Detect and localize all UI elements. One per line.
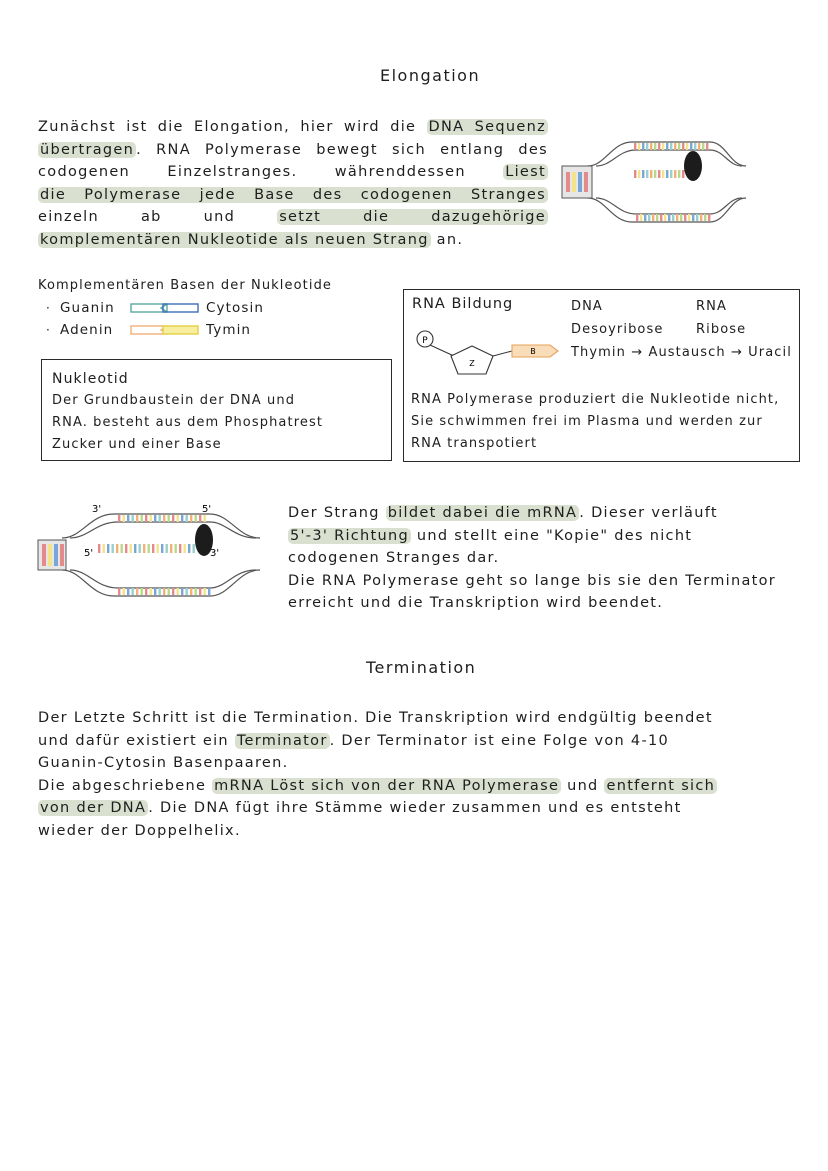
row-sugar-rna: Ribose <box>696 322 747 337</box>
col-dna-header: DNA <box>571 299 603 314</box>
base-tick <box>127 515 129 522</box>
nukleotid-title: Nukleotid <box>52 371 129 387</box>
coding-strand-bases <box>118 588 210 595</box>
base-tick <box>136 588 138 595</box>
col-rna-header: RNA <box>696 299 727 314</box>
base-tick <box>682 170 684 178</box>
termination-text: . Die DNA fügt ihre Stämme wieder zusammen und es entsteht <box>148 800 682 817</box>
base-tick <box>634 170 636 178</box>
row-base-exchange: Thymin → Austausch → Uracil <box>571 345 792 360</box>
base-tick <box>640 214 642 221</box>
rna-bildung-box <box>403 289 800 462</box>
termination-highlight: Terminator <box>236 732 328 749</box>
base-tick <box>188 544 190 553</box>
base-tick <box>678 143 680 150</box>
strang-text: und stellt eine "Kopie" des nicht <box>411 527 693 544</box>
base-tick <box>159 515 161 522</box>
termination-line <box>38 730 798 753</box>
base-tick <box>107 544 109 553</box>
legend-right-label: Tymin <box>206 322 252 338</box>
transcription-bubble-diagram-2 <box>34 500 274 608</box>
base-tick <box>674 143 676 150</box>
legend-right-label: Cytosin <box>206 300 265 316</box>
intro-text: codogenen Einzelstranges. währenddessen <box>38 164 504 181</box>
base-tick <box>98 544 100 553</box>
base-tick <box>118 588 120 595</box>
base-tick <box>674 170 676 178</box>
label-5-prime-mrna: 5' <box>84 548 94 559</box>
base-tick <box>168 515 170 522</box>
base-tick <box>166 544 168 553</box>
base-tick <box>186 588 188 595</box>
termination-text: Der Letzte Schritt ist die Termination. Die Transkription wird endgültig beendet <box>38 710 713 726</box>
phosphate-label: P <box>422 336 428 346</box>
intro-line <box>38 139 548 162</box>
strang-text: erreicht und die Transkription wird beendet. <box>288 595 664 612</box>
rna-bildung-line-2: Sie schwimmen frei im Plasma und werden zur <box>411 414 763 429</box>
strang-highlight: 5'-3' Richtung <box>290 527 409 544</box>
base-tick <box>664 214 666 221</box>
nukleotid-box <box>41 359 392 461</box>
label-3-prime-top: 3' <box>92 504 102 515</box>
base-tick <box>684 214 686 221</box>
base-tick <box>662 143 664 150</box>
elongation-intro <box>38 116 548 252</box>
base-tick <box>125 544 127 553</box>
base-tick <box>704 214 706 221</box>
base-tick <box>708 214 710 221</box>
intro-text: einzeln ab und <box>38 209 278 226</box>
base-tick <box>644 214 646 221</box>
legend-row-guanin: · Guanin Cytosin <box>46 300 265 316</box>
dna-strand-outline <box>588 142 746 222</box>
legend-row-adenin: · Adenin Tymin <box>46 322 252 338</box>
base-tick <box>170 544 172 553</box>
base-tick <box>694 143 696 150</box>
base-tick <box>143 544 145 553</box>
termination-text: und <box>561 777 605 794</box>
base-tick <box>127 588 129 595</box>
base-tick <box>204 588 206 595</box>
intro-highlight: übertragen <box>40 141 135 158</box>
adenin-tymin-pair-icon <box>130 324 200 336</box>
base-tick <box>668 214 670 221</box>
base-tick <box>139 544 141 553</box>
left-helix-end <box>38 540 66 570</box>
base-tick <box>204 515 206 522</box>
base-tick <box>658 170 660 178</box>
base-tick <box>121 544 123 553</box>
legend-left-label: Guanin <box>60 300 115 316</box>
rna-bildung-text <box>411 389 799 455</box>
base-tick <box>112 544 114 553</box>
base-tick <box>132 515 134 522</box>
intro-highlight: setzt die dazugehörige <box>279 209 546 226</box>
termination-line <box>38 820 798 843</box>
termination-text: . Der Terminator ist eine Folge von 4-10 <box>329 732 670 749</box>
base-tick <box>650 143 652 150</box>
base-tick <box>141 588 143 595</box>
base-tick <box>670 170 672 178</box>
base-tick <box>184 544 186 553</box>
base-tick <box>123 588 125 595</box>
base-tick <box>132 588 134 595</box>
template-strand-bases <box>634 143 708 150</box>
base-tick <box>656 214 658 221</box>
base-tick <box>670 143 672 150</box>
termination-text: Guanin-Cytosin Basenpaaren. <box>38 755 289 772</box>
base-tick <box>123 515 125 522</box>
base-tick <box>148 544 150 553</box>
rna-bildung-line-3: RNA transpotiert <box>411 436 538 451</box>
base-tick <box>648 214 650 221</box>
strang-line <box>288 502 818 525</box>
base-tick <box>646 143 648 150</box>
base-tick <box>652 214 654 221</box>
base-tick <box>181 515 183 522</box>
template-strand-bases <box>118 515 206 522</box>
base-tick <box>190 588 192 595</box>
base-tick <box>141 515 143 522</box>
termination-title: Termination <box>366 658 477 677</box>
rna-bildung-line-1: RNA Polymerase produziert die Nukleotide nicht, <box>411 392 780 407</box>
termination-line <box>38 775 798 798</box>
base-tick <box>175 544 177 553</box>
strang-text: codogenen Stranges dar. <box>288 550 500 567</box>
base-tick <box>698 143 700 150</box>
termination-line <box>38 752 798 775</box>
base-tick <box>690 143 692 150</box>
base-tick <box>638 143 640 150</box>
bases-legend <box>46 297 264 341</box>
base-tick <box>195 588 197 595</box>
base-tick <box>168 588 170 595</box>
base-tick <box>666 170 668 178</box>
strang-line <box>288 525 818 548</box>
base-tick <box>642 143 644 150</box>
termination-line <box>38 707 798 730</box>
intro-highlight: komplementären Nukleotide als neuen Strang <box>40 231 429 248</box>
base-tick <box>696 214 698 221</box>
base-tick <box>678 170 680 178</box>
base-tick <box>636 214 638 221</box>
base-tick <box>159 588 161 595</box>
mrna-bases <box>634 170 684 178</box>
base-tick <box>150 588 152 595</box>
base-tick <box>654 170 656 178</box>
strang-text: Der Strang <box>288 505 386 521</box>
legend-left-label: Adenin <box>60 322 114 338</box>
termination-text: Die abgeschriebene <box>38 777 213 794</box>
termination-text <box>38 707 798 843</box>
base-tick <box>186 515 188 522</box>
base-tick <box>179 544 181 553</box>
termination-highlight: von der DNA <box>40 800 147 817</box>
intro-line <box>38 116 548 139</box>
intro-text: . RNA Polymerase bewegt sich entlang des <box>136 141 548 158</box>
base-tick <box>706 143 708 150</box>
base-tick <box>181 588 183 595</box>
transcription-bubble-diagram-1 <box>560 136 750 228</box>
base-tick <box>193 544 195 553</box>
base-tick <box>154 588 156 595</box>
base-tick <box>638 170 640 178</box>
base-tick <box>172 588 174 595</box>
base-tick <box>161 544 163 553</box>
intro-line <box>38 184 548 207</box>
strang-text: . Dieser verläuft <box>579 505 718 521</box>
intro-line <box>38 206 548 229</box>
rna-polymerase <box>684 151 702 181</box>
base-tick <box>172 515 174 522</box>
base-tick <box>195 515 197 522</box>
base-tick <box>177 515 179 522</box>
base-tick <box>692 214 694 221</box>
base-tick <box>672 214 674 221</box>
strang-text: Die RNA Polymerase geht so lange bis sie den Terminator <box>288 572 777 589</box>
base-tick <box>658 143 660 150</box>
intro-highlight: Liest <box>505 164 546 181</box>
nukleotid-line-3: Zucker und einer Base <box>52 437 222 452</box>
label-5-prime-top: 5' <box>202 504 212 515</box>
nukleotid-line-1: Der Grundbaustein der DNA und <box>52 393 296 408</box>
base-tick <box>654 143 656 150</box>
mrna-bases <box>98 544 195 553</box>
base-tick <box>676 214 678 221</box>
strang-line <box>288 547 818 570</box>
base-tick <box>686 143 688 150</box>
base-label: B <box>530 347 536 356</box>
elongation-title: Elongation <box>380 66 481 85</box>
strang-highlight: bildet dabei die mRNA <box>387 505 578 521</box>
intro-line <box>38 161 548 184</box>
base-tick <box>163 588 165 595</box>
rna-bildung-title: RNA Bildung <box>412 296 514 312</box>
base-tick <box>118 515 120 522</box>
base-tick <box>688 214 690 221</box>
base-tick <box>116 544 118 553</box>
base-tick <box>666 143 668 150</box>
sugar-label: Z <box>469 359 475 368</box>
base-tick <box>650 170 652 178</box>
termination-highlight: entfernt sich <box>606 777 716 794</box>
base-tick <box>163 515 165 522</box>
base-tick <box>150 515 152 522</box>
base-tick <box>190 515 192 522</box>
nucleotide-structure-icon <box>408 326 568 376</box>
base-tick <box>199 588 201 595</box>
termination-text: und dafür existiert ein <box>38 732 235 749</box>
base-tick <box>130 544 132 553</box>
strang-text <box>288 502 818 615</box>
base-tick <box>702 143 704 150</box>
intro-highlight: DNA Sequenz <box>428 119 546 135</box>
base-tick <box>145 515 147 522</box>
base-tick <box>157 544 159 553</box>
base-tick <box>682 143 684 150</box>
base-tick <box>199 515 201 522</box>
intro-highlight: die Polymerase jede Base des codogenen Stranges <box>40 186 546 203</box>
base-tick <box>634 143 636 150</box>
base-tick <box>152 544 154 553</box>
bases-title: Komplementären Basen der Nukleotide <box>38 278 333 293</box>
intro-text: an. <box>430 231 464 248</box>
intro-text: Zunächst ist die Elongation, hier wird die <box>38 119 427 135</box>
base-tick <box>154 515 156 522</box>
base-tick <box>660 214 662 221</box>
termination-line <box>38 797 798 820</box>
base-tick <box>646 170 648 178</box>
guanin-cytosin-pair-icon <box>130 302 200 314</box>
intro-line <box>38 229 548 252</box>
base-tick <box>700 214 702 221</box>
base-tick <box>177 588 179 595</box>
termination-text: wieder der Doppelhelix. <box>38 822 241 839</box>
termination-highlight: mRNA Löst sich von der RNA Polymerase <box>214 777 560 794</box>
base-tick <box>103 544 105 553</box>
base-tick <box>134 544 136 553</box>
row-sugar-dna: Desoyribose <box>571 322 664 337</box>
base-tick <box>136 515 138 522</box>
strang-line <box>288 592 818 615</box>
left-helix-end <box>562 166 592 198</box>
strang-line <box>288 570 818 593</box>
base-tick <box>145 588 147 595</box>
coding-strand-bases <box>636 214 710 221</box>
base-tick <box>642 170 644 178</box>
base-tick <box>662 170 664 178</box>
base-tick <box>208 588 210 595</box>
label-3-prime-mrna: 3' <box>210 548 220 559</box>
base-tick <box>680 214 682 221</box>
nukleotid-line-2: RNA. besteht aus dem Phosphatrest <box>52 415 324 430</box>
